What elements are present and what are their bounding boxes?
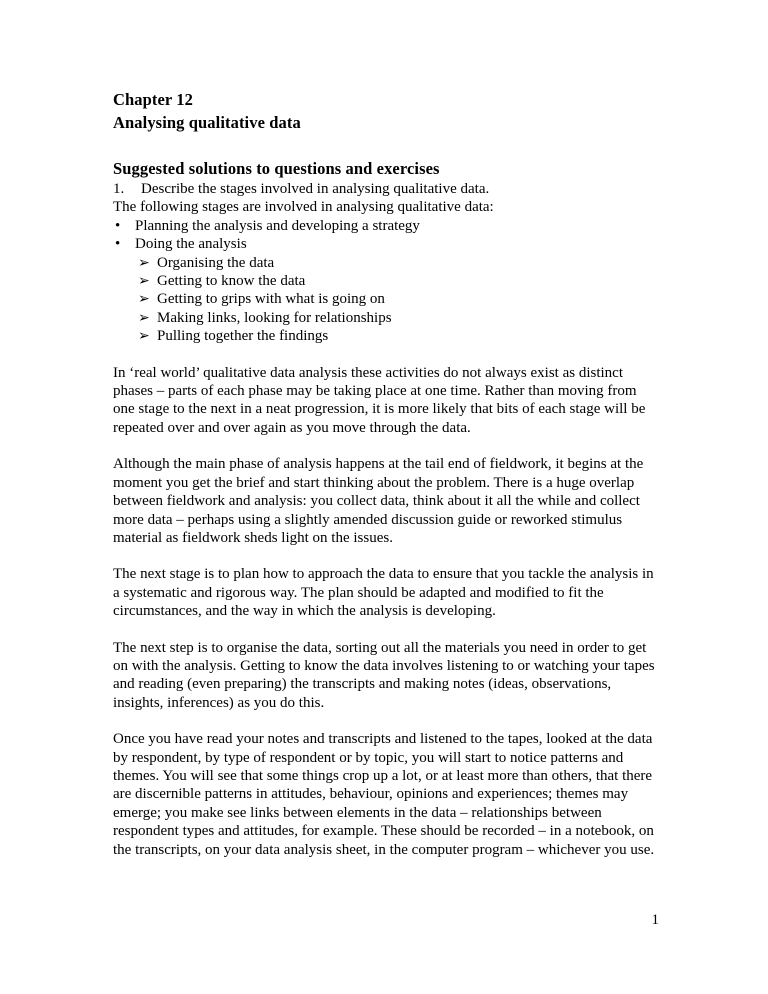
section-heading: Suggested solutions to questions and exercises xyxy=(113,159,440,178)
stage-label: Planning the analysis and developing a strategy xyxy=(135,217,420,234)
arrowhead-bullet-icon: ➢ xyxy=(138,254,150,271)
bullet-dot-icon: • xyxy=(115,236,121,253)
stage-label: Doing the analysis xyxy=(135,236,247,253)
arrowhead-bullet-icon: ➢ xyxy=(138,309,150,326)
list-item xyxy=(113,327,659,345)
bullet-dot-icon: • xyxy=(115,217,121,234)
body-paragraph: Once you have read your notes and transcripts and listened to the tapes, looked at the data by respondent, by type of respondent or by topic, you will start to notice patterns and themes. You will see that some things crop up a lot, or at least more than others, that there are discernible patterns in attitudes, behaviour, opinions and experiences; themes may emerge; you make see links between elements in the data – relationships between respondent types and attitudes, for example. These should be recorded – in a notebook, on the transcripts, on your data analysis sheet, in the computer program – whichever you use. xyxy=(113,731,655,858)
arrowhead-bullet-icon: ➢ xyxy=(138,328,150,345)
body-paragraph: The next stage is to plan how to approach the data to ensure that you tackle the analysis in a systematic and rigorous way. The plan should be adapted and modified to fit the circumstances, and the way in which the analysis is developing. xyxy=(113,566,654,620)
body-paragraph: In ‘real world’ qualitative data analysis these activities do not always exist as distinct phases – parts of each phase may be taking place at one time. Rather than moving from one stage to the next in a neat progression, it is more likely that bits of each stage will be repeated over and over again as you move through the data. xyxy=(113,364,646,436)
question-number: 1. xyxy=(113,181,125,197)
stages-list xyxy=(113,217,659,254)
substage-label: Making links, looking for relationships xyxy=(157,309,392,326)
document-body xyxy=(113,88,659,877)
arrowhead-bullet-icon: ➢ xyxy=(138,291,150,308)
page-number: 1 xyxy=(651,912,659,928)
list-item xyxy=(113,217,659,235)
question-text: Describe the stages involved in analysing qualitative data. xyxy=(141,181,490,197)
body-paragraph: Although the main phase of analysis happens at the tail end of fieldwork, it begins at the moment you get the brief and start thinking about the problem. There is a huge overlap between fieldwork and analysis: you collect data, think about it all the while and collect more data – perhaps using a slightly amended discussion guide or reworked stimulus material as fieldwork sheds light on the issues. xyxy=(113,456,644,546)
list-item xyxy=(113,290,659,308)
substage-label: Getting to know the data xyxy=(157,273,306,290)
chapter-heading: Chapter 12 xyxy=(113,90,193,109)
list-item xyxy=(113,309,659,327)
body-paragraph: The next step is to organise the data, sorting out all the materials you need in order to get on with the analysis. Getting to know the data involves listening to or watching your tapes and reading (even preparing) the transcripts and making notes (ideas, observations, insights, inferences) as you do this. xyxy=(113,639,655,711)
substage-label: Pulling together the findings xyxy=(157,328,329,345)
chapter-heading-block xyxy=(113,88,659,134)
question-line xyxy=(113,180,659,198)
arrowhead-bullet-icon: ➢ xyxy=(138,273,150,290)
substage-label: Organising the data xyxy=(157,254,275,271)
list-item xyxy=(113,272,659,290)
list-item xyxy=(113,254,659,272)
chapter-subtitle-heading: Analysing qualitative data xyxy=(113,113,301,132)
question-lead-in: The following stages are involved in analysing qualitative data: xyxy=(113,199,494,216)
substage-label: Getting to grips with what is going on xyxy=(157,291,385,308)
list-item xyxy=(113,235,659,253)
substages-list xyxy=(113,254,659,346)
